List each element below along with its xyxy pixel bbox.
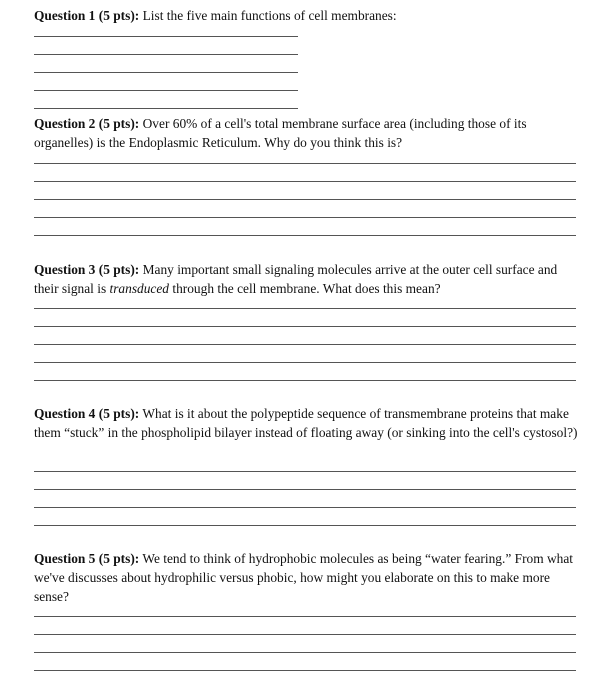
answer-line[interactable] [34, 670, 576, 671]
answer-line[interactable] [34, 634, 576, 635]
answer-line[interactable] [34, 471, 576, 472]
answer-line[interactable] [34, 199, 576, 200]
question-2 [34, 114, 579, 152]
answer-line[interactable] [34, 380, 576, 381]
answer-line[interactable] [34, 616, 576, 617]
answer-line[interactable] [34, 507, 576, 508]
question-2-text: Question 2 (5 pts): Over 60% of a cell's total membrane surface area (including those of its organelles) is the Endoplasmic Reticulum. Why do you think this is? [34, 116, 527, 150]
answer-line[interactable] [34, 326, 576, 327]
answer-line[interactable] [34, 72, 298, 73]
transduced-term: transduced [109, 281, 170, 296]
answer-line[interactable] [34, 36, 298, 37]
question-3-label: Question 3 (5 pts): [34, 262, 140, 277]
answer-line[interactable] [34, 54, 298, 55]
answer-line[interactable] [34, 108, 298, 109]
question-4-text: Question 4 (5 pts): What is it about the polypeptide sequence of transmembrane proteins that make them “stuck” in the phospholipid bilayer instead of floating away (or sinking into the cell's cystosol?) [34, 406, 578, 440]
answer-line[interactable] [34, 525, 576, 526]
question-5 [34, 549, 579, 606]
answer-line[interactable] [34, 652, 576, 653]
answer-line[interactable] [34, 344, 576, 345]
question-3 [34, 260, 579, 298]
question-4-label: Question 4 (5 pts): [34, 406, 140, 421]
answer-line[interactable] [34, 163, 576, 164]
answer-line[interactable] [34, 217, 576, 218]
answer-line[interactable] [34, 489, 576, 490]
answer-line[interactable] [34, 90, 298, 91]
question-2-label: Question 2 (5 pts): [34, 116, 140, 131]
question-1 [34, 6, 579, 25]
question-1-text: Question 1 (5 pts): List the five main functions of cell membranes: [34, 8, 397, 23]
answer-line[interactable] [34, 235, 576, 236]
answer-line[interactable] [34, 308, 576, 309]
question-5-text: Question 5 (5 pts): We tend to think of hydrophobic molecules as being “water fearing.” From what we've discusses about hydrophilic versus phobic, how might you elaborate on this to make more sense? [34, 551, 574, 604]
answer-line[interactable] [34, 362, 576, 363]
answer-line[interactable] [34, 181, 576, 182]
question-5-label: Question 5 (5 pts): [34, 551, 140, 566]
question-3-text: Question 3 (5 pts): Many important small signaling molecules arrive at the outer cell surface and their signal is transduced through the cell membrane. What does this mean? [34, 262, 558, 296]
question-1-label: Question 1 (5 pts): [34, 8, 140, 23]
question-4 [34, 404, 579, 442]
